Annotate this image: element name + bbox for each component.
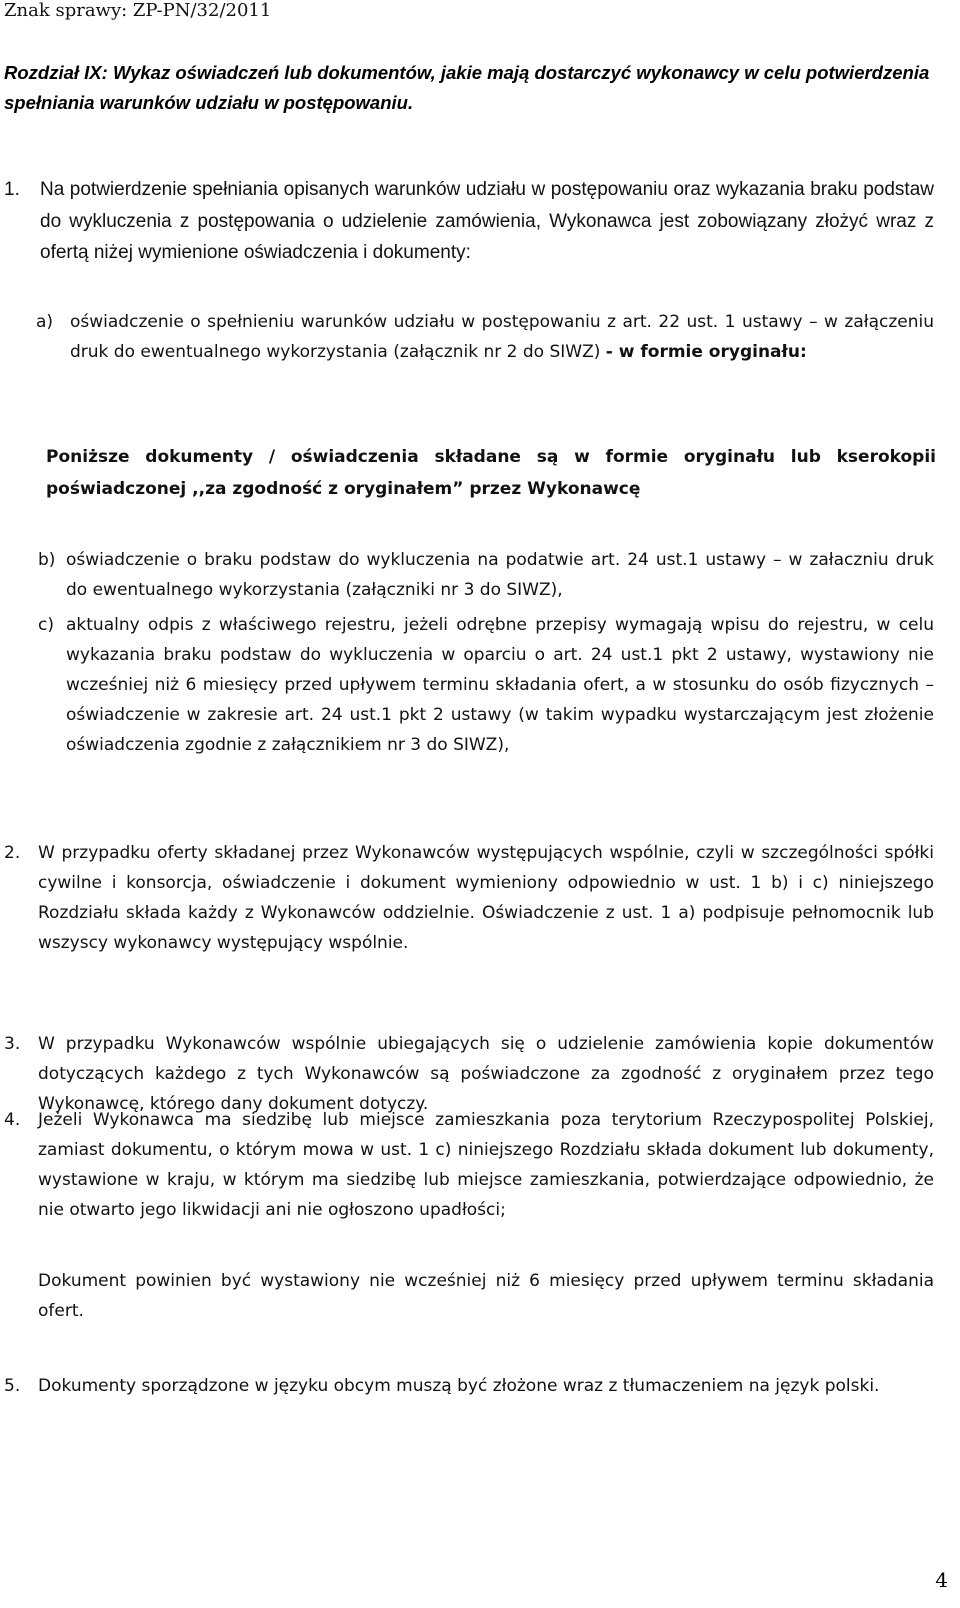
item-b [38,545,934,605]
item-b-marker: b) [38,550,56,570]
item-c-text: aktualny odpis z właściwego rejestru, jeżeli odrębne przepisy wymagają wpisu do rejestru, w celu wykazania braku podstaw do wykluczenia w oparciu o art. 24 ust.1 pkt 2 ustawy, wystawiony nie wcześniej niż 6 miesięcy przed upływem terminu składania ofert, a w stosunku do osób fizycznych – oświadczenie w zakresie art. 24 ust.1 pkt 2 ustawy (w takim wypadku wystarczającym jest złożenie oświadczenia zgodnie z załącznikiem nr 3 do SIWZ), [66,615,934,755]
item-a-form-note: - w formie oryginału: [605,342,807,362]
section-3-text: W przypadku Wykonawców wspólnie ubiegających się o udzielenie zamówienia kopie dokumentów dotyczących każdego z tych Wykonawców są poświadczone za zgodność z oryginałem przez tego Wykonawcę, którego dany dokument dotyczy. [38,1034,934,1114]
item-a-text [70,307,934,367]
section-4-number: 4. [4,1110,21,1130]
section-2 [4,838,934,958]
item-a-body: oświadczenie o spełnieniu warunków udziału w postępowaniu z art. 22 ust. 1 ustawy – w załączeniu druk do ewentualnego wykorzystania (załącznik nr 2 do SIWZ) [70,312,934,362]
item-a-marker: a) [36,312,54,332]
item-b-text: oświadczenie o braku podstaw do wykluczenia na podatwie art. 24 ust.1 ustawy – w załaczniu druk do ewentualnego wykorzystania (załączniki nr 3 do SIWZ), [66,550,934,600]
section-2-number: 2. [4,843,21,863]
section-5-text: Dokumenty sporządzone w języku obcym muszą być złożone wraz z tłumaczeniem na język polski. [38,1376,880,1396]
section-1 [4,174,934,269]
notice-original-or-copy: Poniższe dokumenty / oświadczenia składane są w formie oryginału lub kserokopii poświadczonej ,,za zgodność z oryginałem” przez Wykonawcę [46,447,936,499]
item-a [36,307,934,367]
section-5-number: 5. [4,1376,21,1396]
section-4-text: Jeżeli Wykonawca ma siedzibę lub miejsce zamieszkania poza terytorium Rzeczypospolitej Polskiej, zamiast dokumentu, o którym mowa w ust. 1 c) niniejszego Rozdziału składa dokument lub dokumenty, wystawione w kraju, w którym ma siedzibę lub miejsce zamieszkania, potwierdzające odpowiednio, że nie otwarto jego likwidacji ani nie ogłoszono upadłości; [38,1110,934,1220]
section-5 [4,1371,934,1401]
page-number: 4 [935,1568,948,1592]
case-number-header: Znak sprawy: ZP-PN/32/2011 [4,0,272,21]
chapter-title: Rozdział IX: Wykaz oświadczeń lub dokumentów, jakie mają dostarczyć wykonawcy w celu potwierdzenia spełniania warunków udziału w postępowaniu. [4,62,930,113]
section-4 [4,1105,934,1225]
section-4-validity-note: Dokument powinien być wystawiony nie wcześniej niż 6 miesięcy przed upływem terminu składania ofert. [38,1271,934,1321]
item-c-marker: c) [38,615,54,635]
section-2-text: W przypadku oferty składanej przez Wykonawców występujących wspólnie, czyli w szczególności spółki cywilne i konsorcja, oświadczenie i dokument wymieniony odpowiednio w ust. 1 b) i c) niniejszego Rozdziału składa każdy z Wykonawców oddzielnie. Oświadczenie z ust. 1 a) podpisuje pełnomocnik lub wszyscy wykonawcy występujący wspólnie. [38,843,934,953]
section-3-number: 3. [4,1034,21,1054]
section-1-text: Na potwierdzenie spełniania opisanych warunków udziału w postępowaniu oraz wykazania braku podstaw do wykluczenia z postępowania o udzielenie zamówienia, Wykonawca jest zobowiązany złożyć wraz z ofertą niżej wymienione oświadczenia i dokumenty: [40,179,934,263]
section-1-number: 1. [4,179,20,200]
item-c [38,610,934,760]
